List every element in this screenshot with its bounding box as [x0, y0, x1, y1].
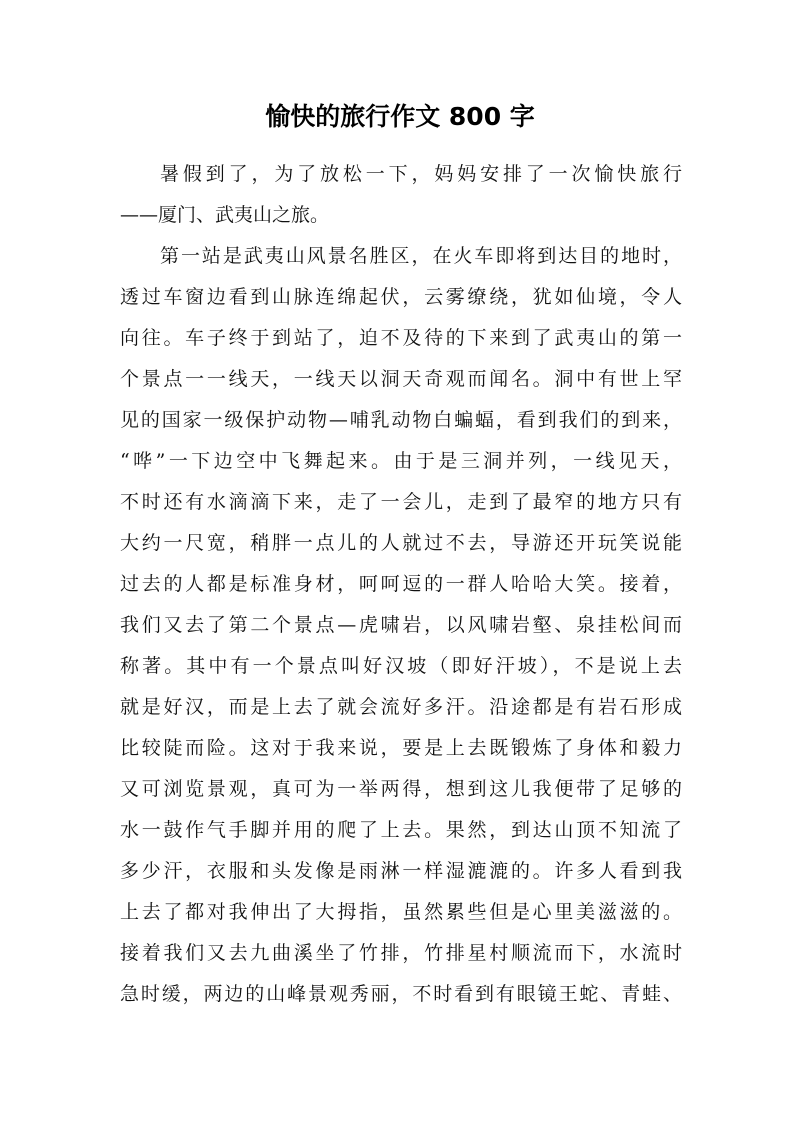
- paragraph-line: 上去了都对我伸出了大拇指，虽然累些但是心里美滋滋的。: [120, 901, 682, 923]
- paragraph-line: 多少汗，衣服和头发像是雨淋一样湿漉漉的。许多人看到我: [120, 860, 682, 882]
- document-title: 愉快的旅行作文 800 字: [265, 102, 535, 131]
- paragraph-line: ——厦门、武夷山之旅。: [120, 204, 330, 226]
- paragraph-line: 称著。其中有一个景点叫好汉坡（即好汗坡），不是说上去: [120, 655, 682, 677]
- paragraph-line: 我们又去了第二个景点—虎啸岩，以风啸岩壑、泉挂松间而: [120, 614, 682, 636]
- essay-body: [120, 154, 682, 1015]
- paragraph-line: 过去的人都是标准身材，呵呵逗的一群人哈哈大笑。接着，: [120, 573, 682, 595]
- paragraph-line: 见的国家一级保护动物—哺乳动物白蝙蝠，看到我们的到来，: [120, 409, 682, 431]
- paragraph-line: 接着我们又去九曲溪坐了竹排，竹排星村顺流而下，水流时: [120, 942, 682, 964]
- paragraph-line: “哗”一下边空中飞舞起来。由于是三洞并列，一线见天，: [120, 450, 682, 472]
- paragraph-line: 透过车窗边看到山脉连绵起伏，云雾缭绕，犹如仙境，令人: [120, 286, 682, 308]
- paragraph-line: 向往。车子终于到站了，迫不及待的下来到了武夷山的第一: [120, 327, 682, 349]
- paragraph-line: 大约一尺宽，稍胖一点儿的人就过不去，导游还开玩笑说能: [120, 532, 682, 554]
- paragraph-line: 第一站是武夷山风景名胜区，在火车即将到达目的地时，: [160, 245, 682, 267]
- paragraph-line: 个景点一一线天，一线天以洞天奇观而闻名。洞中有世上罕: [120, 368, 682, 390]
- paragraph-line: 急时缓，两边的山峰景观秀丽，不时看到有眼镜王蛇、青蛙、: [120, 983, 682, 1005]
- paragraph-line: 就是好汉，而是上去了就会流好多汗。沿途都是有岩石形成: [120, 696, 682, 718]
- paragraph-line: 比较陡而险。这对于我来说，要是上去既锻炼了身体和毅力: [120, 737, 682, 759]
- paragraph-line: 水一鼓作气手脚并用的爬了上去。果然，到达山顶不知流了: [120, 819, 682, 841]
- paragraph-line: 不时还有水滴滴下来，走了一会儿，走到了最窄的地方只有: [120, 491, 682, 513]
- paragraph-line: 暑假到了，为了放松一下，妈妈安排了一次愉快旅行: [160, 163, 682, 185]
- paragraph-line: 又可浏览景观，真可为一举两得，想到这儿我便带了足够的: [120, 778, 682, 800]
